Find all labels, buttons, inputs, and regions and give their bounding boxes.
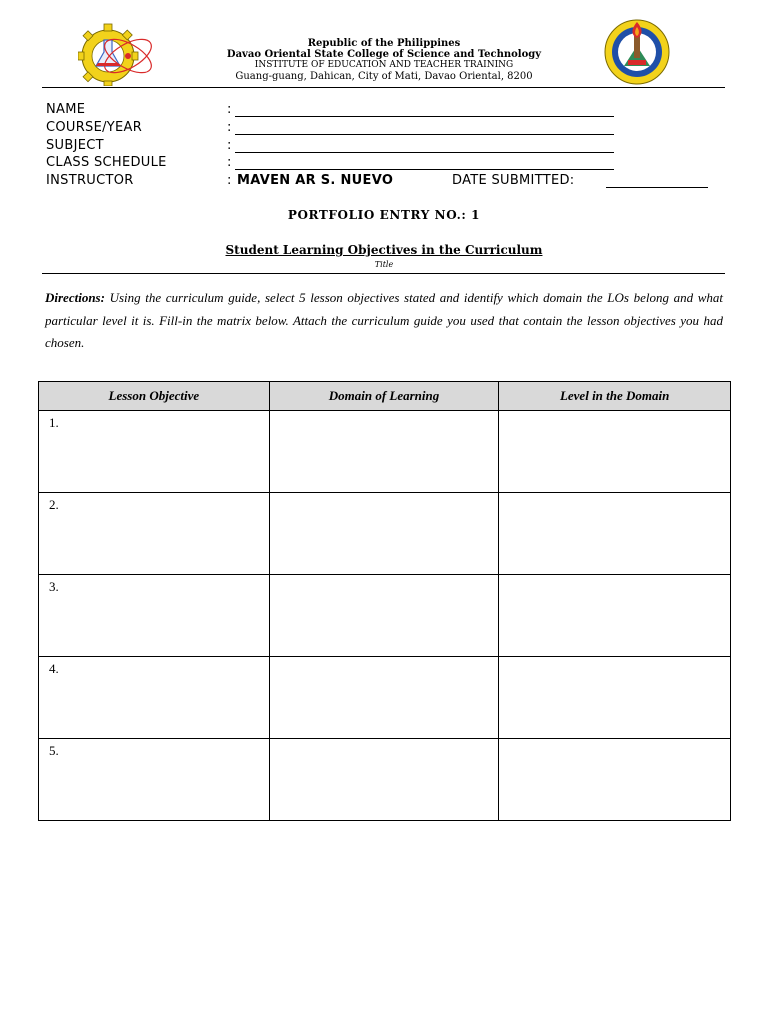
domain-cell[interactable] [269, 411, 499, 493]
class-schedule-blank-line[interactable] [235, 169, 614, 170]
header-level-in-domain: Level in the Domain [499, 382, 731, 411]
subject-label: SUBJECT [46, 138, 104, 153]
lesson-objective-cell[interactable]: 2. [39, 493, 270, 575]
table-row [39, 739, 731, 821]
letterhead-republic: Republic of the Philippines [307, 38, 461, 49]
table-row [39, 493, 731, 575]
course-year-label: COURSE/YEAR [46, 120, 143, 135]
subject-blank-line[interactable] [235, 152, 614, 153]
course-year-blank-line[interactable] [235, 134, 614, 135]
document-title [0, 243, 768, 257]
table-row [39, 657, 731, 739]
matrix-header-row [39, 382, 731, 411]
title-caption: Title [374, 260, 394, 269]
instructor-colon: : [227, 173, 232, 188]
course-year-colon: : [227, 120, 232, 135]
institute-logo-right [600, 16, 674, 86]
gear-torch-seal-icon [605, 20, 669, 84]
letterhead-college: Davao Oriental State College of Science and Technology [226, 49, 542, 60]
directions-text: Using the curriculum guide, select 5 lesson objectives stated and identify which domain the LOs belong and what particular level it is. Fill-in the matrix below. Attach the curriculum guide you used that contain the lesson objectives you had chosen. [45, 290, 724, 350]
date-submitted-label: DATE SUBMITTED: [452, 173, 575, 188]
level-cell[interactable] [499, 411, 731, 493]
domain-cell[interactable] [269, 493, 499, 575]
class-schedule-label: CLASS SCHEDULE [46, 155, 167, 170]
letterhead-divider [42, 87, 725, 88]
level-cell[interactable] [499, 575, 731, 657]
letterhead-address: Guang-guang, Dahican, City of Mati, Davao Oriental, 8200 [235, 71, 533, 82]
directions-paragraph [45, 287, 723, 355]
domain-cell[interactable] [269, 739, 499, 821]
lesson-objective-cell[interactable]: 5. [39, 739, 270, 821]
level-cell[interactable] [499, 657, 731, 739]
domain-cell[interactable] [269, 657, 499, 739]
portfolio-entry-heading: PORTFOLIO ENTRY NO.: 1 [287, 208, 481, 222]
name-label: NAME [46, 102, 86, 117]
letterhead [160, 38, 608, 82]
lesson-objective-cell[interactable]: 4. [39, 657, 270, 739]
date-submitted-blank-line[interactable] [606, 187, 708, 188]
domain-cell[interactable] [269, 575, 499, 657]
table-row [39, 575, 731, 657]
name-blank-line[interactable] [235, 116, 614, 117]
subject-colon: : [227, 138, 232, 153]
letterhead-institute: INSTITUTE OF EDUCATION AND TEACHER TRAINING [254, 60, 514, 70]
header-domain-of-learning: Domain of Learning [269, 382, 499, 411]
college-logo-left [78, 20, 160, 86]
title-divider [42, 273, 725, 274]
level-cell[interactable] [499, 739, 731, 821]
directions-lead: Directions: [45, 290, 105, 305]
objectives-matrix [38, 381, 731, 821]
lesson-objective-cell[interactable]: 3. [39, 575, 270, 657]
document-title-text: Student Learning Objectives in the Curriculum [225, 243, 543, 257]
table-row [39, 411, 731, 493]
header-lesson-objective: Lesson Objective [39, 382, 270, 411]
instructor-label: INSTRUCTOR [46, 173, 134, 188]
gear-flask-emblem-icon [78, 24, 157, 86]
lesson-objective-cell[interactable]: 1. [39, 411, 270, 493]
instructor-name: MAVEN AR S. NUEVO [237, 173, 394, 188]
instructor-field [46, 173, 726, 191]
name-colon: : [227, 102, 232, 117]
class-schedule-colon: : [227, 155, 232, 170]
level-cell[interactable] [499, 493, 731, 575]
